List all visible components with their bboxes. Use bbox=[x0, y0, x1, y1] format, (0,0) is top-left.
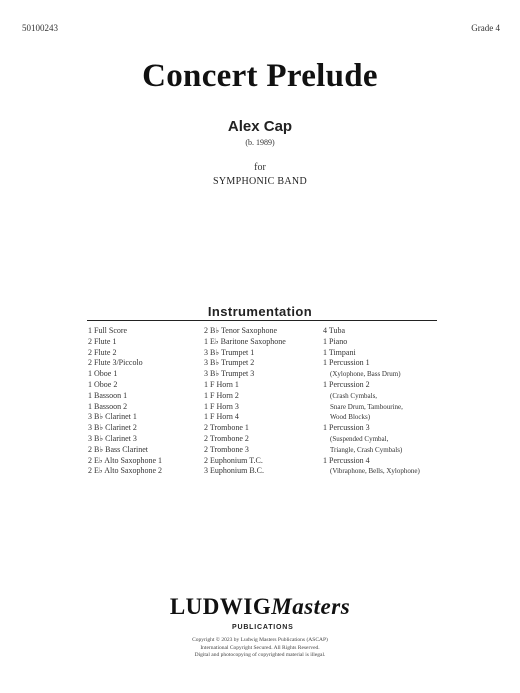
instrument-entry: 2 E♭ Alto Saxophone 2 bbox=[88, 466, 162, 476]
instrument-entry: 1 Bassoon 1 bbox=[88, 390, 128, 400]
instrument-entry: 1 F Horn 1 bbox=[204, 379, 239, 389]
instrument-entry: 3 B♭ Trumpet 2 bbox=[204, 358, 255, 368]
instrument-entry: 1 Percussion 2 bbox=[323, 379, 370, 389]
piece-title: Concert Prelude bbox=[142, 58, 378, 94]
instrument-entry: 3 B♭ Clarinet 2 bbox=[88, 423, 137, 433]
instrument-entry: 1 F Horn 3 bbox=[204, 401, 239, 411]
composer-name: Alex Cap bbox=[227, 118, 293, 135]
instrument-entry: 3 B♭ Trumpet 3 bbox=[204, 369, 255, 379]
instrument-entry: 2 Flute 2 bbox=[88, 347, 117, 357]
instrument-entry: 3 B♭ Trumpet 1 bbox=[204, 347, 255, 357]
instrument-entry: 1 F Horn 2 bbox=[204, 390, 239, 400]
instrument-entry: 1 Percussion 3 bbox=[323, 423, 370, 433]
instrument-note: (Crash Cymbals, bbox=[330, 391, 378, 400]
instrument-entry: 4 Tuba bbox=[323, 326, 346, 335]
instrument-note: (Vibraphone, Bells, Xylophone) bbox=[330, 467, 420, 476]
instrument-column-2 bbox=[204, 326, 322, 477]
instrument-entry: 1 Timpani bbox=[323, 347, 356, 357]
instrument-entry: 1 Full Score bbox=[88, 326, 128, 335]
instrumentation-heading: Instrumentation bbox=[207, 304, 313, 319]
instrument-entry: 1 E♭ Baritone Saxophone bbox=[204, 336, 286, 346]
instrument-note: Triangle, Crash Cymbals) bbox=[330, 445, 403, 454]
instrument-note: (Xylophone, Bass Drum) bbox=[330, 370, 401, 379]
instrument-note: Wood Blocks) bbox=[330, 413, 371, 422]
instrument-entry: 2 B♭ Bass Clarinet bbox=[88, 444, 148, 454]
instrument-note: Snare Drum, Tambourine, bbox=[330, 402, 403, 411]
copyright-notice bbox=[0, 637, 520, 660]
catalog-number: 50100243 bbox=[22, 23, 58, 33]
publisher-logo-masters: Masters bbox=[271, 594, 351, 619]
for-label: for bbox=[254, 162, 266, 173]
instrument-column-1 bbox=[88, 326, 198, 477]
publisher-logo bbox=[0, 594, 520, 620]
instrument-entry: 1 Percussion 1 bbox=[323, 358, 370, 368]
instrument-entry: 1 Percussion 4 bbox=[323, 455, 370, 465]
instrument-entry: 2 E♭ Alto Saxophone 1 bbox=[88, 455, 162, 465]
publisher-logo-ludwig: LUDWIG bbox=[169, 594, 272, 619]
instrument-entry: 1 Bassoon 2 bbox=[88, 401, 128, 411]
copyright-line: International Copyright Secured. All Rights Reserved. bbox=[200, 644, 320, 651]
instrument-entry: 3 B♭ Clarinet 1 bbox=[88, 412, 137, 422]
instrumentation-divider bbox=[87, 320, 437, 321]
instrument-entry: 3 Euphonium B.C. bbox=[204, 466, 265, 476]
instrument-entry: 1 Oboe 1 bbox=[88, 369, 118, 379]
instrument-entry: 1 F Horn 4 bbox=[204, 412, 239, 422]
instrument-entry: 2 Flute 3/Piccolo bbox=[88, 358, 143, 368]
copyright-line: Digital and photocopying of copyrighted material is illegal. bbox=[194, 652, 326, 658]
instrument-column-3 bbox=[323, 326, 435, 477]
instrument-entry: 2 Trombone 2 bbox=[204, 433, 249, 443]
instrument-entry: 1 Oboe 2 bbox=[88, 379, 118, 389]
copyright-line: Copyright © 2023 by Ludwig Masters Publications (ASCAP) bbox=[192, 637, 328, 643]
instrument-entry: 2 B♭ Tenor Saxophone bbox=[204, 326, 278, 335]
instrument-entry: 1 Piano bbox=[323, 336, 348, 346]
composer-birth-year: (b. 1989) bbox=[245, 138, 275, 147]
instrument-entry: 2 Trombone 1 bbox=[204, 423, 249, 433]
publisher-logo-subtitle: PUBLICATIONS bbox=[232, 624, 294, 631]
instrument-note: (Suspended Cymbal, bbox=[330, 434, 389, 443]
instrument-entry: 2 Flute 1 bbox=[88, 336, 117, 346]
instrument-entry: 3 B♭ Clarinet 3 bbox=[88, 433, 137, 443]
instrument-entry: 2 Euphonium T.C. bbox=[204, 455, 263, 465]
instrument-entry: 2 Trombone 3 bbox=[204, 444, 249, 454]
grade-level: Grade 4 bbox=[471, 23, 500, 33]
ensemble-name: SYMPHONIC BAND bbox=[213, 176, 307, 187]
